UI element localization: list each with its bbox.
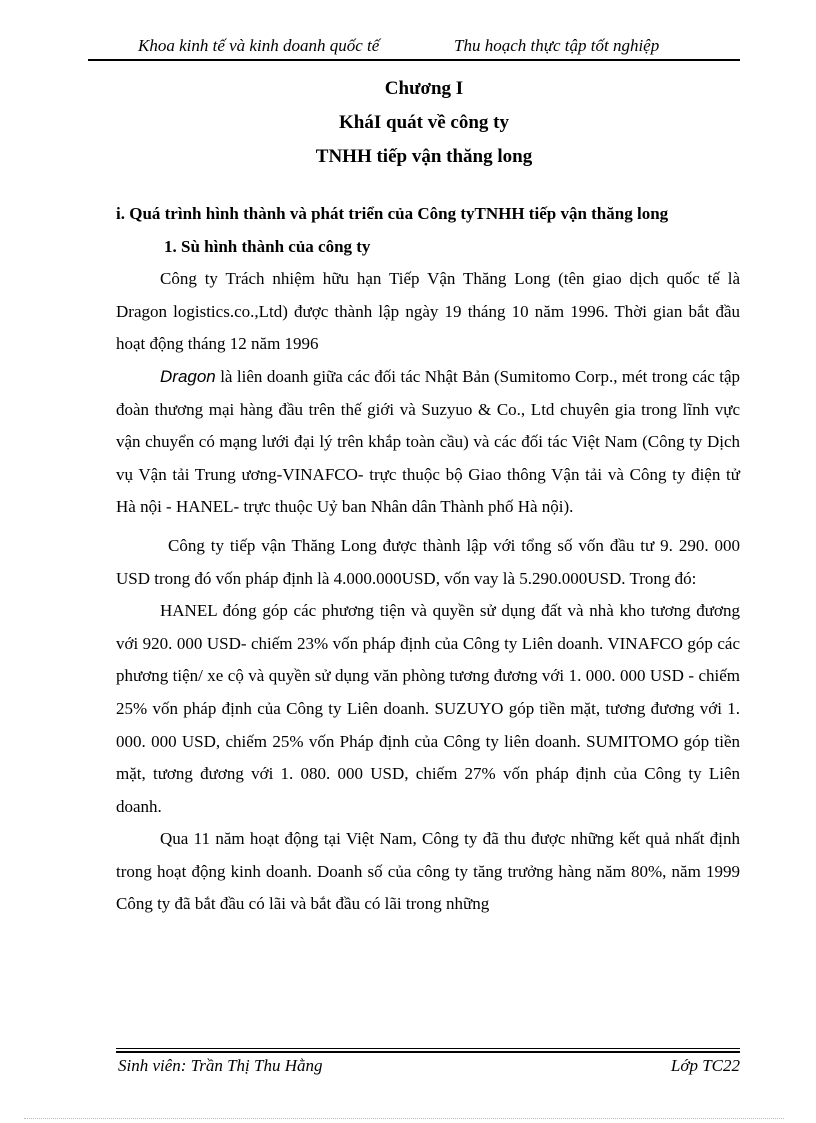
footer-divider-thin [116, 1048, 740, 1049]
paragraph-results: Qua 11 năm hoạt động tại Việt Nam, Công ty đã thu được những kết quả nhất định trong hoạt động kinh doanh. Doanh số của công ty tăng trưởng hàng năm 80%, năm 1999 Công ty đã bắt đầu có lãi và bắt đầu có lãi trong những [116, 829, 740, 914]
section-heading: i. Quá trình hình thành và phát triển của Công tyTNHH tiếp vận thăng long [116, 204, 669, 223]
paragraph-founding: Công ty Trách nhiệm hữu hạn Tiếp Vận Thăng Long (tên giao dịch quốc tế là Dragon logistics.co.,Ltd) được thành lập ngày 19 tháng 10 năm 1996. Thời gian bắt đầu hoạt động tháng 12 năm 1996 [116, 269, 740, 354]
header-divider [88, 59, 740, 61]
footer-divider-thick [116, 1051, 740, 1053]
footer-student: Sinh viên: Trần Thị Thu Hằng [118, 1056, 323, 1075]
header-report-title: Thu hoạch thực tập tốt nghiệp [454, 36, 660, 55]
page-header [88, 34, 740, 58]
chapter-number: Chương I [384, 78, 464, 99]
footer-class: Lớp TC22 [670, 1056, 740, 1075]
paragraph-capital: Công ty tiếp vận Thăng Long được thành lập với tổng số vốn đầu tư 9. 290. 000 USD trong đó vốn pháp định là 4.000.000USD, vốn vay là 5.290.000USD. Trong đó: [116, 535, 740, 588]
page-footer [116, 1056, 740, 1078]
dragon-description: là liên doanh giữa các đối tác Nhật Bản (Sumitomo Corp., mét trong các tập đoàn thương mại hàng đầu trên thế giới và Suzyuo & Co., Ltd chuyên gia trong lĩnh vực vận chuyển có mạng lưới đại lý trên khắp toàn cầu) và các đối tác Việt Nam (Công ty Dịch vụ Vận tải Trung ương-VINAFCO- trực thuộc bộ Giao thông Vận tải và Công ty điện tử Hà nội - HANEL- trực thuộc Uỷ ban Nhân dân Thành phố Hà nội). [116, 366, 740, 517]
paragraph-joint-venture [116, 361, 740, 524]
subsection-heading: 1. Sù hình thành của công ty [164, 236, 371, 256]
chapter-title-line-1: KháI quát về công ty [339, 112, 509, 133]
chapter-title-line-2: TNHH tiếp vận thăng long [315, 146, 533, 167]
page-edge-dots [24, 1118, 784, 1119]
header-faculty: Khoa kinh tế và kinh doanh quốc tế [138, 36, 380, 55]
document-body [116, 198, 740, 921]
paragraph-contributions: HANEL đóng góp các phương tiện và quyền sử dụng đất và nhà kho tương đương với 920. 000 USD- chiếm 23% vốn pháp định của Công ty Liên doanh. VINAFCO góp các phương tiện/ xe cộ và quyền sử dụng văn phòng tương đương với 1. 000. 000 USD - chiếm 25% vốn pháp định của Công ty Liên doanh. SUZUYO góp tiền mặt, tương đương với 1. 000. 000 USD, chiếm 25% vốn Pháp định của Công ty liên doanh. SUMITOMO góp tiền mặt, tương đương với 1. 080. 000 USD, chiếm 27% vốn pháp định của Công ty Liên doanh. [116, 601, 740, 816]
dragon-name: Dragon [160, 366, 216, 386]
